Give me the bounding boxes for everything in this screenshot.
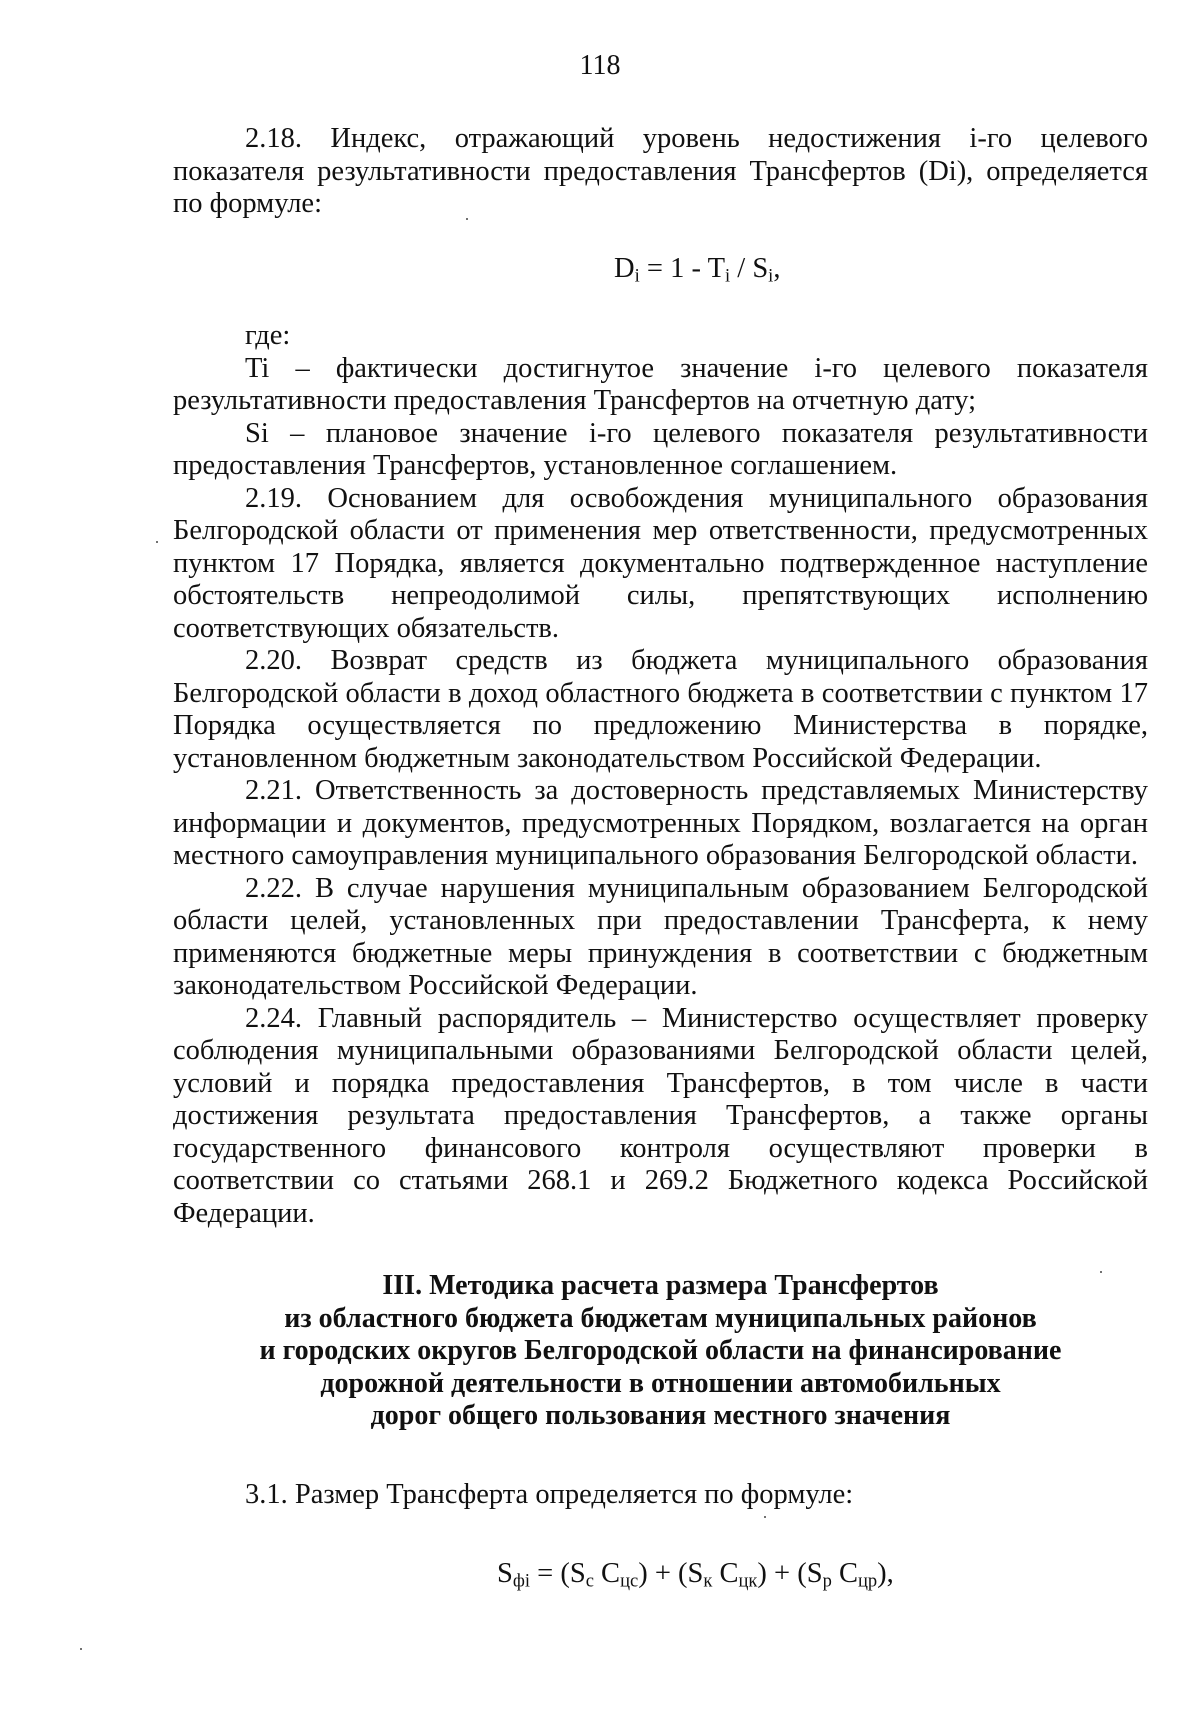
formula-di-d: D (614, 253, 635, 284)
scan-speck (764, 1516, 766, 1518)
formula-cr: C (838, 1558, 858, 1589)
si-definition: Si – плановое значение i-го целевого показателя результативности предоставления Трансфертов, установленное соглашением. (173, 417, 1148, 481)
formula-ck-sub: цк (738, 1570, 758, 1592)
heading-line-3: и городских округов Белгородской области на финансирование (259, 1335, 1062, 1366)
formula-sc-sub: с (585, 1570, 594, 1592)
paragraph-2-21: 2.21. Ответственность за достоверность представляемых Министерству информации и документов, предусмотренных Порядком, возлагается на орган местного самоуправления муниципального образования Белгородской области. (173, 775, 1148, 871)
where-label: где: (245, 320, 291, 351)
formula-space-1 (594, 1558, 601, 1589)
section-3-heading (173, 1270, 1148, 1433)
heading-line-5: дорог общего пользования местного значения (370, 1400, 951, 1431)
formula-cc-sub: цс (620, 1570, 639, 1592)
scan-speck (156, 541, 158, 543)
ti-definition: Ti – фактически достигнутое значение i-го целевого показателя результативности предоставления Трансфертов на отчетную дату; (173, 352, 1148, 416)
formula-cr-sub: цр (858, 1570, 878, 1592)
paragraph-3-1: 3.1. Размер Трансферта определяется по формуле: (245, 1479, 854, 1510)
formula-di-slash: / (730, 253, 753, 284)
formula-space-3 (832, 1558, 839, 1589)
formula-space-2 (712, 1558, 719, 1589)
formula-di-s: S (752, 253, 769, 284)
page-number: 118 (579, 50, 621, 81)
formula-sfi-end: ), (877, 1558, 894, 1589)
formula-di (614, 253, 780, 288)
formula-sfi (497, 1558, 894, 1593)
formula-plus-2: ) + ( (757, 1558, 807, 1589)
formula-plus-1: ) + ( (638, 1558, 688, 1589)
formula-di-eq: = 1 - (639, 253, 708, 284)
formula-sfi-sub: фi (512, 1570, 531, 1592)
scan-speck (1100, 1271, 1102, 1273)
formula-sk: S (687, 1558, 704, 1589)
paragraph-2-20: 2.20. Возврат средств из бюджета муниципального образования Белгородской области в доход областного бюджета в соответствии с пунктом 17 Порядка осуществляется по предложению Министерства в порядке, установленном бюджетным законодательством Российской Федерации. (173, 645, 1148, 774)
formula-sfi-s: S (497, 1558, 513, 1589)
section-3-1 (173, 1479, 1148, 1512)
definitions-block (173, 320, 1148, 1230)
formula-sfi-eq: = ( (530, 1558, 570, 1589)
paragraph-2-18: 2.18. Индекс, отражающий уровень недостижения i-го целевого показателя результативности предоставления Трансфертов (Di), определяется по формуле: (173, 123, 1148, 219)
formula-cc: C (601, 1558, 621, 1589)
formula-sc: S (569, 1558, 586, 1589)
heading-line-4: дорожной деятельности в отношении автомобильных (320, 1367, 1001, 1399)
scan-speck (466, 218, 468, 220)
heading-line-2: из областного бюджета бюджетам муниципальных районов (284, 1302, 1037, 1334)
section-2-18 (173, 123, 1148, 221)
scan-speck (80, 1648, 82, 1650)
formula-sr-sub: р (822, 1570, 832, 1592)
paragraph-2-19: 2.19. Основанием для освобождения муниципального образования Белгородской области от применения мер ответственности, предусмотренных пунктом 17 Порядка, является документально подтвержденное наступление обстоятельств непреодолимой силы, препятствующих исполнению соответствующих обязательств. (173, 482, 1148, 644)
paragraph-2-24: 2.24. Главный распорядитель – Министерство осуществляет проверку соблюдения муниципальными образованиями Белгородской области целей, условий и порядка предоставления Трансфертов, в том числе в части достижения результата предоставления Трансфертов, а также органы государственного финансового контроля осуществляют проверки в соответствии со статьями 268.1 и 269.2 Бюджетного кодекса Российской Федерации. (173, 1002, 1148, 1229)
formula-di-sub: i (634, 265, 640, 287)
paragraph-2-22: 2.22. В случае нарушения муниципальным образованием Белгородской области целей, установленных при предоставлении Трансферта, к нему применяются бюджетные меры принуждения в соответствии с бюджетным законодательством Российской Федерации. (173, 872, 1148, 1001)
formula-ck: C (719, 1558, 739, 1589)
formula-di-end: , (773, 253, 781, 284)
formula-di-t-sub: i (724, 265, 731, 287)
formula-di-s-sub: i (768, 265, 774, 287)
formula-sr: S (806, 1558, 823, 1589)
formula-sk-sub: к (703, 1570, 713, 1592)
formula-di-t: T (707, 253, 725, 284)
heading-line-1: III. Методика расчета размера Трансфертов (382, 1270, 939, 1301)
